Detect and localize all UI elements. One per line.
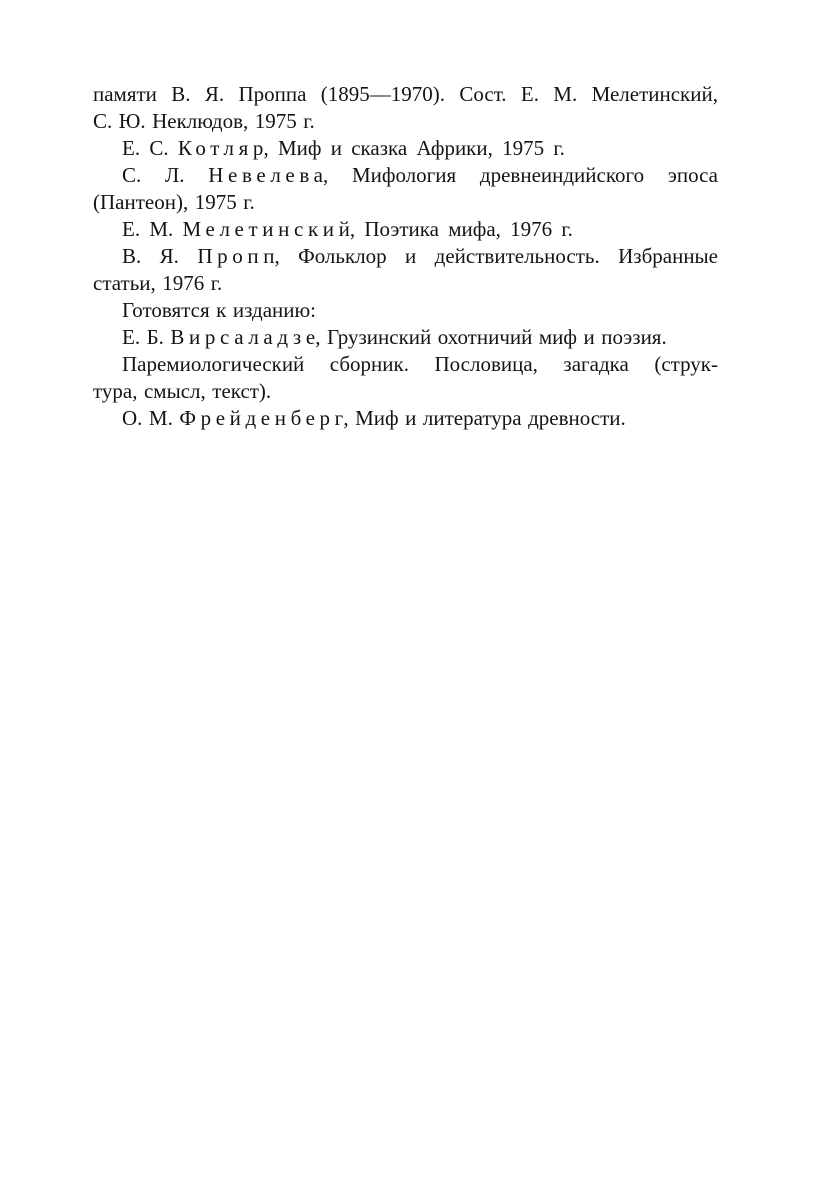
text-segment: Е. М.: [122, 217, 183, 241]
letterspaced-name: Вирсаладзе: [170, 325, 320, 349]
text-line: [93, 351, 718, 378]
letterspaced-name: Пропп: [197, 244, 280, 268]
heading-forthcoming: [93, 297, 718, 324]
text-segment: Готовятся к изданию:: [122, 298, 317, 322]
text-segment: (Пантеон), 1975 г.: [93, 190, 255, 214]
entry-propp-memorial-continuation: [93, 81, 718, 135]
letterspaced-name: Невелева: [208, 163, 328, 187]
text-line: [93, 216, 718, 243]
entry-meletinsky: [93, 216, 718, 243]
entry-freidenberg: [93, 405, 718, 432]
text-line: [93, 162, 718, 189]
entry-paremiological-collection: [93, 351, 718, 405]
text-segment: памяти В. Я. Проппа (1895—1970). Сост. Е. М. Мелетинский,: [93, 82, 718, 106]
entry-virsaladze: [93, 324, 718, 351]
entry-neveleva: [93, 162, 718, 216]
text-line: [93, 297, 718, 324]
entry-propp-folklore: [93, 243, 718, 297]
text-segment: , Грузинский охотничий миф и поэзия.: [315, 325, 667, 349]
letterspaced-name: Фрейденберг: [179, 406, 348, 430]
text-segment: О. М.: [122, 406, 180, 430]
text-line: [93, 324, 718, 351]
letterspaced-name: Мелетинский: [182, 217, 355, 241]
text-line: [93, 270, 718, 297]
text-segment: , Мифология древнеиндийского эпоса: [322, 163, 718, 187]
text-line: [93, 135, 718, 162]
entry-kotlyar: [93, 135, 718, 162]
text-segment: , Миф и литература древности.: [343, 406, 626, 430]
text-segment: В. Я.: [122, 244, 198, 268]
text-line: [93, 243, 718, 270]
text-segment: статьи, 1976 г.: [93, 271, 223, 295]
text-line: [93, 189, 718, 216]
text-segment: , Поэтика мифа, 1976 г.: [349, 217, 573, 241]
text-segment: С. Ю. Неклюдов, 1975 г.: [93, 109, 315, 133]
text-line: [93, 378, 718, 405]
text-segment: Паремиологический сборник. Пословица, загадка (струк-: [122, 352, 718, 376]
text-line: [93, 81, 718, 108]
text-segment: Е. С.: [122, 136, 178, 160]
text-segment: С. Л.: [122, 163, 209, 187]
bibliography-text-block: [93, 81, 718, 432]
text-line: [93, 108, 718, 135]
text-line: [93, 405, 718, 432]
text-segment: , Фольклор и действительность. Избранные: [274, 244, 718, 268]
text-segment: тура, смысл, текст).: [93, 379, 272, 403]
text-segment: Е. Б.: [122, 325, 171, 349]
letterspaced-name: Котляр: [177, 136, 269, 160]
text-segment: , Миф и сказка Африки, 1975 г.: [263, 136, 565, 160]
